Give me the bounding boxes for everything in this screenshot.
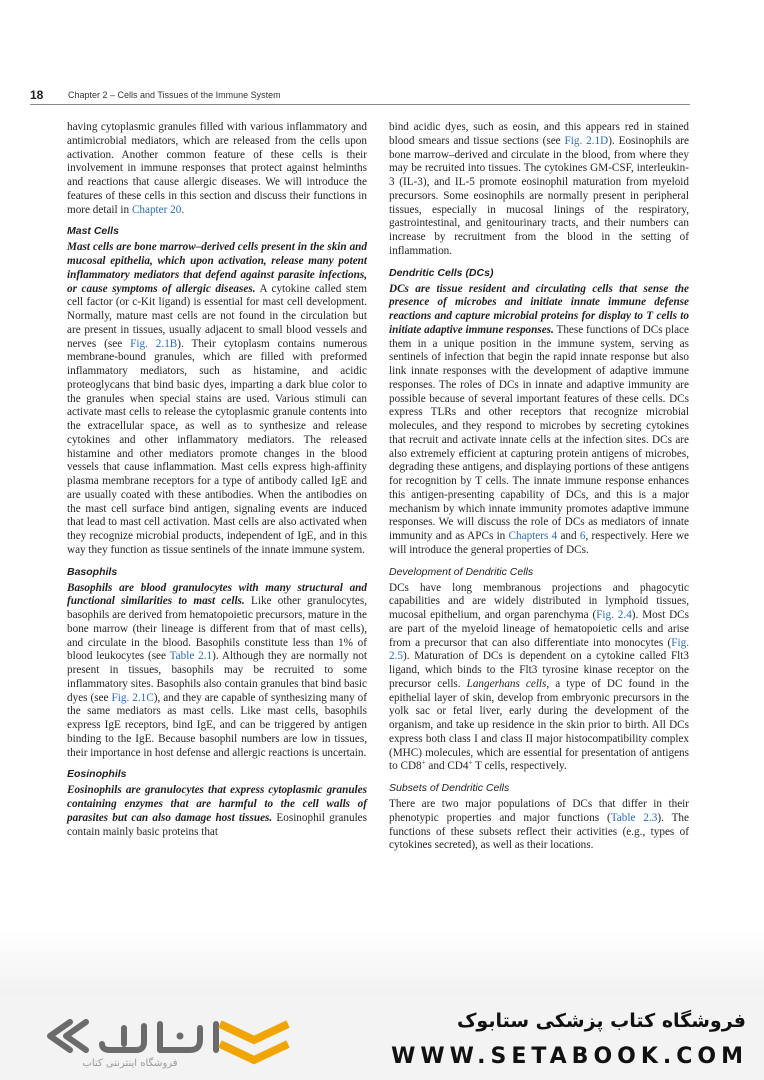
heading-subsets-of-dcs: Subsets of Dendritic Cells — [389, 782, 510, 794]
link-fig-2-1d[interactable]: Fig. 2.1D — [564, 134, 609, 147]
link-fig-2-4[interactable]: Fig. 2.4 — [596, 609, 632, 621]
link-fig-2-1c[interactable]: Fig. 2.1C — [111, 691, 154, 704]
subsets-paragraph: There are two major populations of DCs that differ in their phenotypic properties and major functions (Table 2.3). The functions of these subsets reflect their activities (e.g., types of cytokines secreted), as well as their locations. — [389, 798, 689, 852]
footer-banner — [0, 996, 764, 1080]
basophils-paragraph: Basophils are blood granulocytes with many structural and functional similarities to mast cells. Like other granulocytes, basophils are derived from hematopoietic precursors, mature in the bone marrow (their lineage is different from that of mast cells), and circulate in the blood. Basophils constitute less than 1% of blood leukocytes (see Table 2.1). Although they are normally not present in tissues, basophils may be recruited to some inflammatory sites. Basophils also contain granules that bind basic dyes (see Fig. 2.1C), and they are capable of synthesizing many of the same mediators as mast cells. Like mast cells, basophils express IgE receptors, bind IgE, and can be triggered by antigen binding to the IgE. Because basophil numbers are low in tissues, their importance in host defense and allergic reactions is uncertain. — [67, 581, 367, 759]
heading-basophils: Basophils — [67, 565, 118, 578]
store-title: فروشگاه کتاب پزشکی ستابوک — [456, 1010, 746, 1032]
bottom-fade — [0, 930, 764, 996]
link-fig-2-5[interactable]: Fig. 2.5 — [389, 636, 689, 663]
heading-dendritic-cells: Dendritic Cells (DCs) — [389, 266, 494, 279]
link-chapter-20[interactable]: Chapter 20 — [131, 203, 182, 216]
intro-paragraph: having cytoplasmic granules filled with various inflammatory and antimicrobial mediators, which are released from the cells upon activation. Another common feature of these cells is their involvement in immune responses that protect against helminths and reactions that cause allergic diseases. We will introduce the features of these cells in this section and discuss their functions in more detail in Chapter 20. — [67, 121, 367, 216]
eosinophils-paragraph: Eosinophils are granulocytes that express cytoplasmic granules containing enzymes that are harmful to the cell walls of parasites but can also damage host tissues. Eosinophil granules contain mainly basic proteins that — [67, 784, 367, 838]
logo-subtitle: فروشگاه اینترنتی کتاب — [82, 1058, 178, 1069]
link-table-2-1[interactable]: Table 2.1 — [169, 650, 213, 663]
development-paragraph: DCs have long membranous projections and phagocytic capabilities and are widely distributed in lymphoid tissues, mucosal epithelium, and organ parenchyma (Fig. 2.4). Most DCs are part of the myeloid lineage of hematopoietic cells and arise from a precursor that can also differentiate into monocytes (Fig. 2.5). Maturation of DCs is dependent on a cytokine called Flt3 ligand, which binds to the Flt3 tyrosine kinase receptor on the precursor cells. Langerhans cells, a type of DC found in the epithelial layer of skin, develop from embryonic precursors in the yolk sac or fetal liver, early during the development of the organism, and take up residence in the skin prior to birth. All DCs express both class I and class II major histocompatibility complex (MHC) molecules, which are essential for presentation of antigens to CD8+ and CD4+ T cells, respectively. — [389, 581, 689, 773]
link-table-2-3[interactable]: Table 2.3 — [610, 811, 658, 824]
header-rule — [30, 104, 690, 105]
dendritic-cells-paragraph: DCs are tissue resident and circulating cells that sense the presence of microbes and initiate innate immune defense reactions and capture microbial proteins for display to T cells to initiate adaptive immune responses. These functions of DCs place them in a unique position in the immune system, serving as sentinels of infection that begin the rapid innate response but also link innate responses with the development of adaptive immune responses. The roles of DCs in innate and adaptive immunity are possible because of several important features of these cells. DCs express TLRs and other receptors that recognize microbial molecules, and they respond to microbes by secreting cytokines that recruit and activate innate cells at the infection sites. DCs are also extremely efficient at capturing protein antigens of microbes, degrading these antigens, and displaying portions of these antigens for recognition by T cells. The innate immune response enhances this antigen-presenting capability of DCs, and this is a major mechanism by which innate immunity promotes adaptive immune responses. We will discuss the role of DCs as mediators of innate immunity and as APCs in Chapters 4 and 6, respectively. Here we will introduce the general properties of DCs. — [389, 282, 689, 556]
running-head: Chapter 2 – Cells and Tissues of the Immune System — [68, 90, 281, 100]
store-url[interactable]: WWW.SETABOOK.COM — [391, 1044, 748, 1069]
page-number: 18 — [30, 88, 44, 102]
heading-development-of-dcs: Development of Dendritic Cells — [389, 565, 534, 578]
eosinophils-continued-paragraph: bind acidic dyes, such as eosin, and this appears red in stained blood smears and tissue sections (see Fig. 2.1D). Eosinophils are bone marrow–derived and circulate in the blood, from where they may be recruited into tissues. The cytokines GM-CSF, interleukin-3 (IL-3), and IL-5 promote eosinophil maturation from myeloid precursors. Some eosinophils are normally present in peripheral tissues, especially in mucosal linings of the respiratory, gastrointestinal, and genitourinary tracts, and their numbers can increase by recruitment from the blood in the setting of inflammation. — [389, 121, 689, 257]
chevrons-logo-icon — [214, 1016, 294, 1072]
heading-mast-cells: Mast Cells — [67, 225, 119, 238]
left-column — [67, 121, 367, 839]
link-fig-2-1b[interactable]: Fig. 2.1B — [130, 337, 178, 350]
link-chapter-6[interactable]: 6 — [579, 530, 586, 542]
right-column — [389, 121, 689, 853]
setabook-logo-icon — [40, 1014, 230, 1058]
link-chapters-4[interactable]: Chapters 4 — [508, 530, 558, 542]
mast-cells-paragraph: Mast cells are bone marrow–derived cells present in the skin and mucosal epithelia, which upon activation, release many potent inflammatory mediators that defend against parasite infections, or cause symptoms of allergic diseases. A cytokine called stem cell factor (or c-Kit ligand) is essential for mast cell development. Normally, mature mast cells are not found in the circulation but are present in tissues, usually adjacent to small blood vessels and nerves (see Fig. 2.1B). Their cytoplasm contains numerous membrane-bound granules, which are filled with preformed inflammatory mediators, such as histamine, and acidic proteoglycans that bind basic dyes, imparting a dark blue color to the granules when special stains are used. Various stimuli can activate mast cells to release the cytoplasmic granule contents into the extracellular space, as well as to synthesize and release cytokines and other inflammatory mediators. The released histamine and other mediators promote changes in the blood vessels that cause inflammation. Mast cells express high-affinity plasma membrane receptors for a type of antibody called IgE and are usually coated with these antibodies. When the antibodies on the mast cell surface bind antigen, signaling events are induced that lead to mast cell activation. Mast cells are also activated when they recognize microbial products, independent of IgE, and in this way they function as tissue sentinels of the innate immune system. — [67, 241, 368, 556]
heading-eosinophils: Eosinophils — [67, 768, 127, 781]
